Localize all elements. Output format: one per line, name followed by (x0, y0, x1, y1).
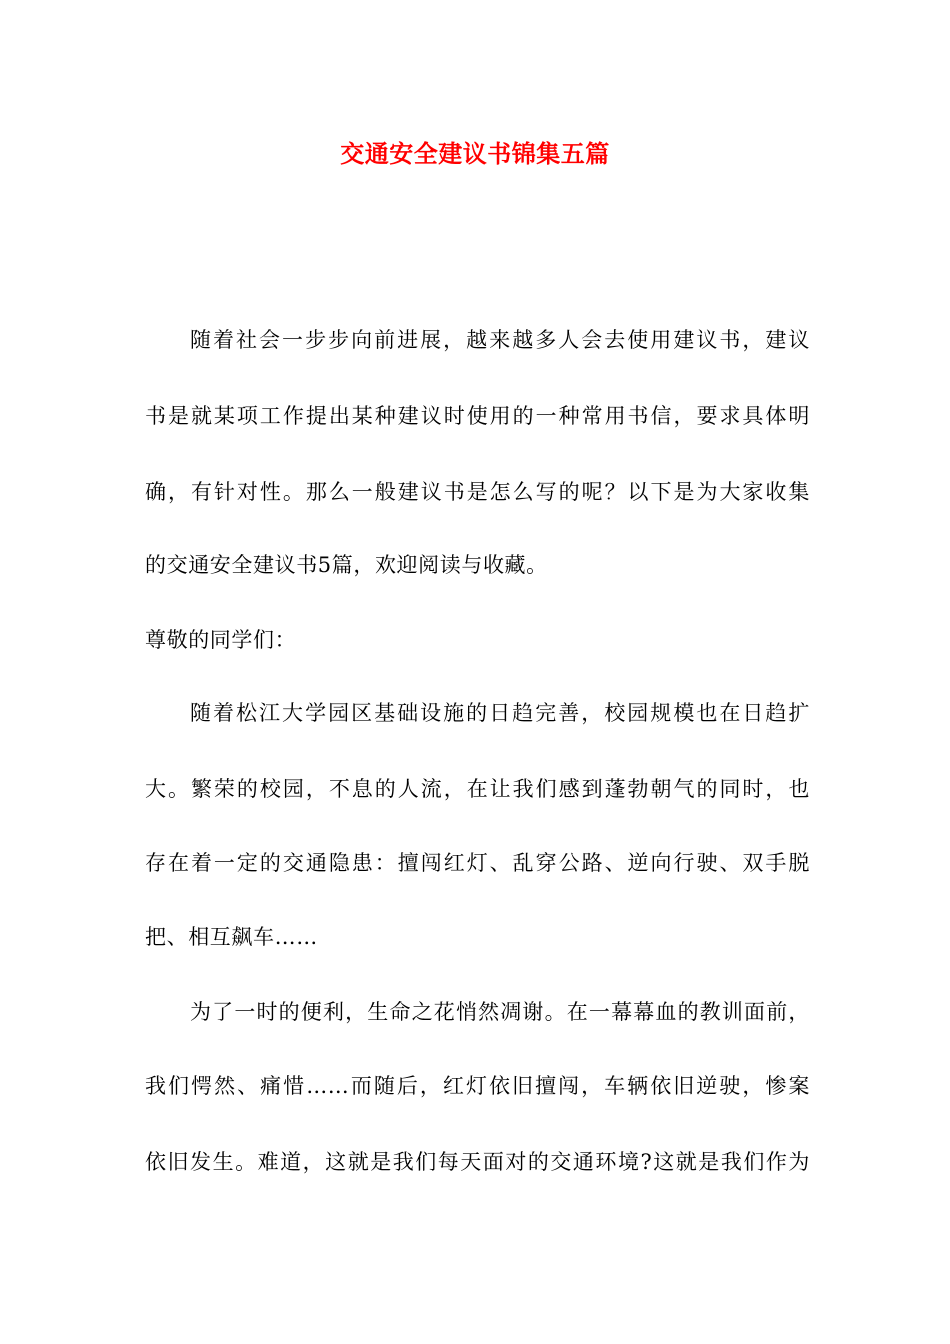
paragraph-line: 大。繁荣的校园，不息的人流，在让我们感到蓬勃朝气的同时，也 (145, 777, 810, 801)
paragraph-line: 的交通安全建议书5篇，欢迎阅读与收藏。 (145, 553, 548, 577)
document-title: 交通安全建议书锦集五篇 (340, 139, 610, 168)
paragraph-line: 依旧发生。难道，这就是我们每天面对的交通环境?这就是我们作为 (145, 1150, 810, 1174)
paragraph-line: 书是就某项工作提出某种建议时使用的一种常用书信，要求具体明 (145, 404, 810, 428)
paragraph-line: 随着社会一步步向前进展，越来越多人会去使用建议书，建议 (190, 328, 810, 352)
paragraph-line: 确，有针对性。那么一般建议书是怎么写的呢？以下是为大家收集 (145, 480, 810, 504)
paragraph-line: 把、相互飙车…… (145, 925, 318, 949)
paragraph-line: 为了一时的便利，生命之花悄然凋谢。在一幕幕血的教训面前， (190, 1000, 810, 1024)
paragraph-line: 我们愕然、痛惜……而随后，红灯依旧擅闯，车辆依旧逆驶，惨案 (145, 1074, 810, 1098)
paragraph-line: 随着松江大学园区基础设施的日趋完善，校园规模也在日趋扩 (190, 701, 810, 725)
salutation-line: 尊敬的同学们： (145, 628, 297, 652)
paragraph-line: 存在着一定的交通隐患：擅闯红灯、乱穿公路、逆向行驶、双手脱 (145, 851, 810, 875)
